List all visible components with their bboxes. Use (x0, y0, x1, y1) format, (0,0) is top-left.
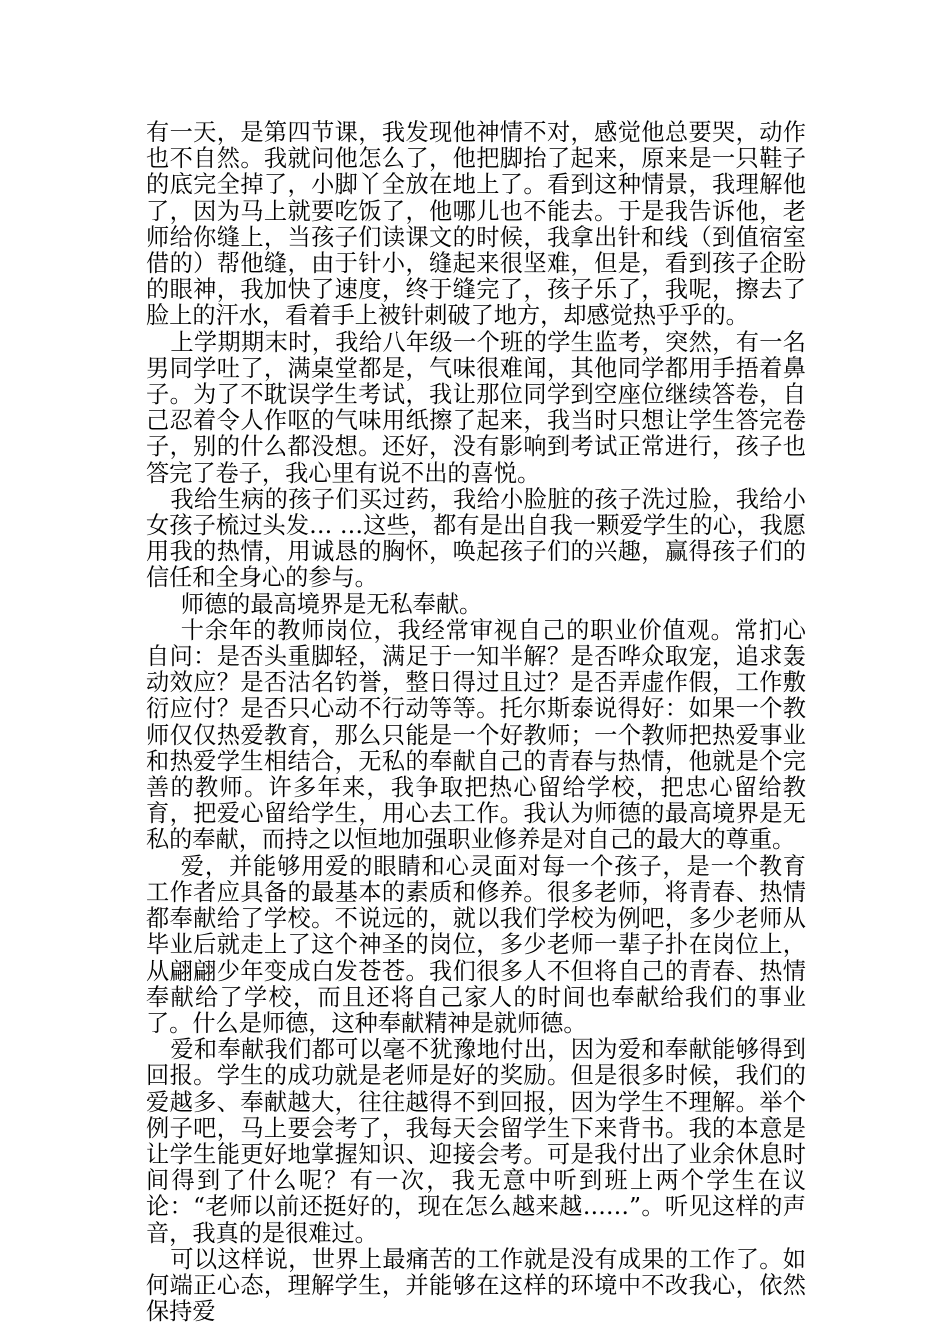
paragraph-shoe-repair: 有一天，是第四节课，我发现他神情不对，感觉他总要哭，动作也不自然。我就问他怎么了，他把脚抬了起来，原来是一只鞋子的底完全掉了，小脚丫全放在地上了。看到这种情景，我理解他了，因为马上就要吃饭了，他哪儿也不能去。于是我告诉他，老师给你缝上，当孩子们读课文的时候，我拿出针和线（到值宿室借的）帮他缝，由于针小，缝起来很坚难，但是，看到孩子企盼的眼神，我加快了速度，终于缝完了，孩子乐了，我呢，擦去了脸上的汗水，看着手上被针刺破了地方，却感觉热乎乎的。 (146, 119, 806, 330)
document-page (146, 120, 806, 1325)
paragraph-self-reflection: 十余年的教师岗位，我经常审视自己的职业价值观。常扪心自问：是否头重脚轻，满足于一知半解？是否哗众取宠，追求轰动效应？是否沽名钓誉，整日得过且过？是否弄虚作假，工作敷衍应付？是否只心动不行动等等。托尔斯泰说得好：如果一个教师仅仅热爱教育，那么只能是一个好教师；一个教师把热爱事业和热爱学生相结合，无私的奉献自己的青春与热情，他就是个完善的教师。许多年来，我争取把热心留给学校，把忠心留给教育，把爱心留给学生，用心去工作。我认为师德的最高境界是无私的奉献，而持之以恒地加强职业修养是对自己的最大的尊重。 (146, 616, 806, 854)
paragraph-caring-acts: 我给生病的孩子们买过药，我给小脸脏的孩子洗过脸，我给小女孩子梳过头发… …这些，都有是出自我一颗爱学生的心，我愿用我的热情，用诚恳的胸怀，唤起孩子们的兴趣，赢得孩子们的信任和全身心的参与。 (146, 485, 806, 592)
paragraph-love-and-devotion: 爱，并能够用爱的眼睛和心灵面对每一个孩子，是一个教育工作者应具备的最基本的素质和修养。很多老师，将青春、热情都奉献给了学校。不说远的，就以我们学校为例吧，多少老师从毕业后就走上了这个神圣的岗位，多少老师一辈子扑在岗位上，从翩翩少年变成白发苍苍。我们很多人不但将自己的青春、热情奉献给了学校，而且还将自己家人的时间也奉献给我们的事业了。什么是师德，这种奉献精神是就师德。 (146, 852, 806, 1037)
paragraph-love-without-reward: 爱和奉献我们都可以毫不犹豫地付出，因为爱和奉献能够得到回报。学生的成功就是老师是好的奖励。但是很多时候，我们的爱越多、奉献越大，往往越得不到回报，因为学生不理解。举个例子吧，马上要会考了，我每天会留学生下来背书。我的本意是让学生能更好地掌握知识、迎接会考。可是我付出了业余休息时间得到了什么呢？有一次，我无意中听到班上两个学生在议论：“老师以前还挺好的，现在怎么越来越……”。听见这样的声音，我真的是很难过。 (146, 1036, 806, 1247)
paragraph-exam-incident: 上学期期末时，我给八年级一个班的学生监考，突然，有一名男同学吐了，满桌堂都是，气味很难闻，其他同学都用手捂着鼻子。为了不耽误学生考试，我让那位同学到空座位继续答卷，自己忍着令人作呕的气味用纸擦了起来，我当时只想让学生答完卷子，别的什么都没想。还好，没有影响到考试正常进行，孩子也答完了卷子，我心里有说不出的喜悦。 (146, 328, 806, 487)
paragraph-heading-selfless-dedication: 师德的最高境界是无私奉献。 (180, 590, 483, 618)
paragraph-hardest-work: 可以这样说，世界上最痛苦的工作就是没有成果的工作了。如何端正心态，理解学生，并能够在这样的环境中不改我心，依然保持爱 (146, 1245, 806, 1326)
